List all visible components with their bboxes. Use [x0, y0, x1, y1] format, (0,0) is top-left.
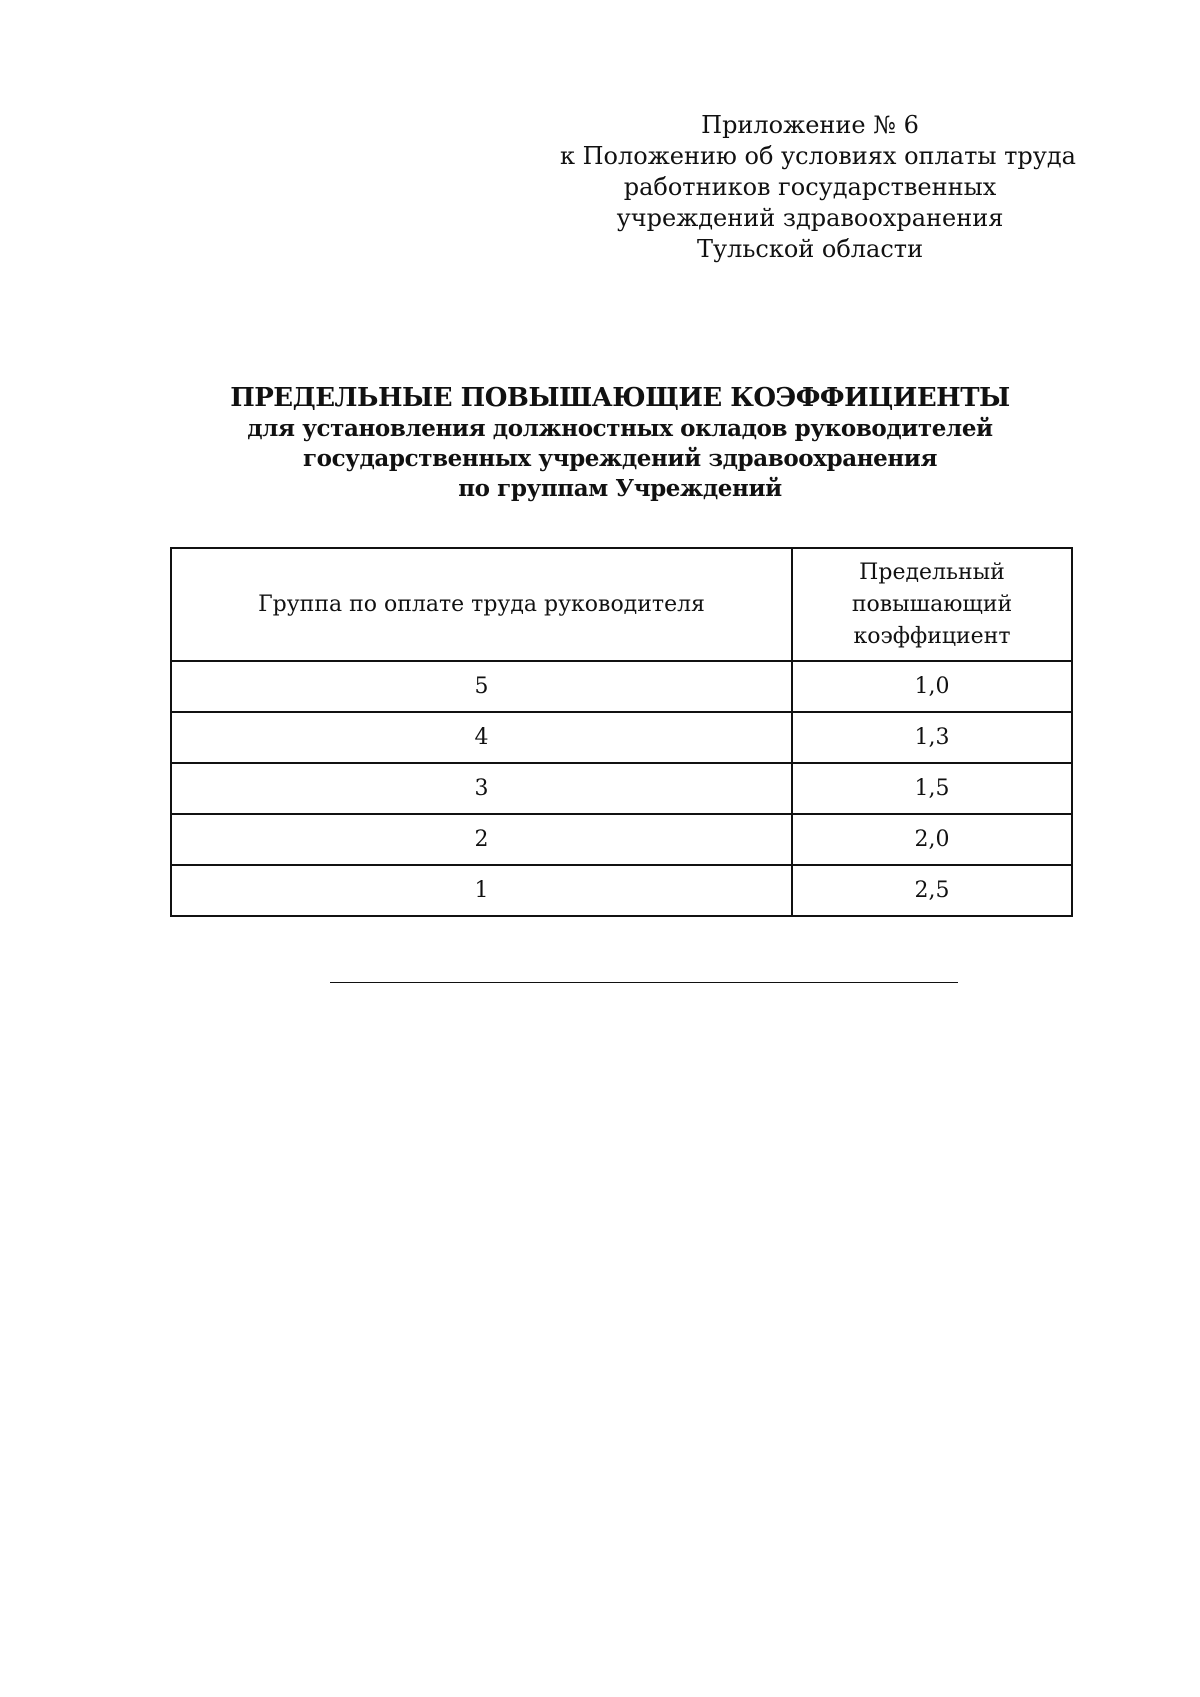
document-title [170, 382, 1070, 504]
table-header-row [171, 548, 1072, 661]
cell-coefficient: 2,0 [792, 814, 1072, 865]
cell-group: 2 [171, 814, 792, 865]
cell-coefficient: 1,0 [792, 661, 1072, 712]
table-row [171, 712, 1072, 763]
cell-group: 3 [171, 763, 792, 814]
cell-group: 1 [171, 865, 792, 916]
title-subline: для установления должностных окладов руководителей [247, 415, 993, 442]
header-coefficient [792, 548, 1072, 661]
header-coefficient-line: Предельный [859, 559, 1005, 585]
coefficients-table [170, 547, 1073, 917]
cell-coefficient: 1,5 [792, 763, 1072, 814]
title-subline: по группам Учреждений [458, 475, 782, 502]
table-row [171, 865, 1072, 916]
header-coefficient-line: коэффициент [853, 623, 1011, 649]
cell-group: 4 [171, 712, 792, 763]
appendix-header [560, 110, 1076, 265]
table-row [171, 814, 1072, 865]
end-divider [330, 982, 958, 983]
cell-coefficient: 1,3 [792, 712, 1072, 763]
appendix-line: Тульской области [696, 235, 924, 263]
appendix-line: Приложение № 6 [701, 111, 919, 139]
table-row [171, 763, 1072, 814]
header-group: Группа по оплате труда руководителя [171, 548, 792, 661]
appendix-line: учреждений здравоохранения [616, 204, 1004, 232]
table-row [171, 661, 1072, 712]
header-coefficient-line: повышающий [851, 591, 1013, 617]
title-subline: государственных учреждений здравоохранения [302, 445, 938, 472]
appendix-line: к Положению об условиях оплаты труда [560, 142, 1076, 170]
cell-group: 5 [171, 661, 792, 712]
cell-coefficient: 2,5 [792, 865, 1072, 916]
title-main: ПРЕДЕЛЬНЫЕ ПОВЫШАЮЩИЕ КОЭФФИЦИЕНТЫ [230, 383, 1010, 413]
appendix-line: работников государственных [623, 173, 997, 201]
